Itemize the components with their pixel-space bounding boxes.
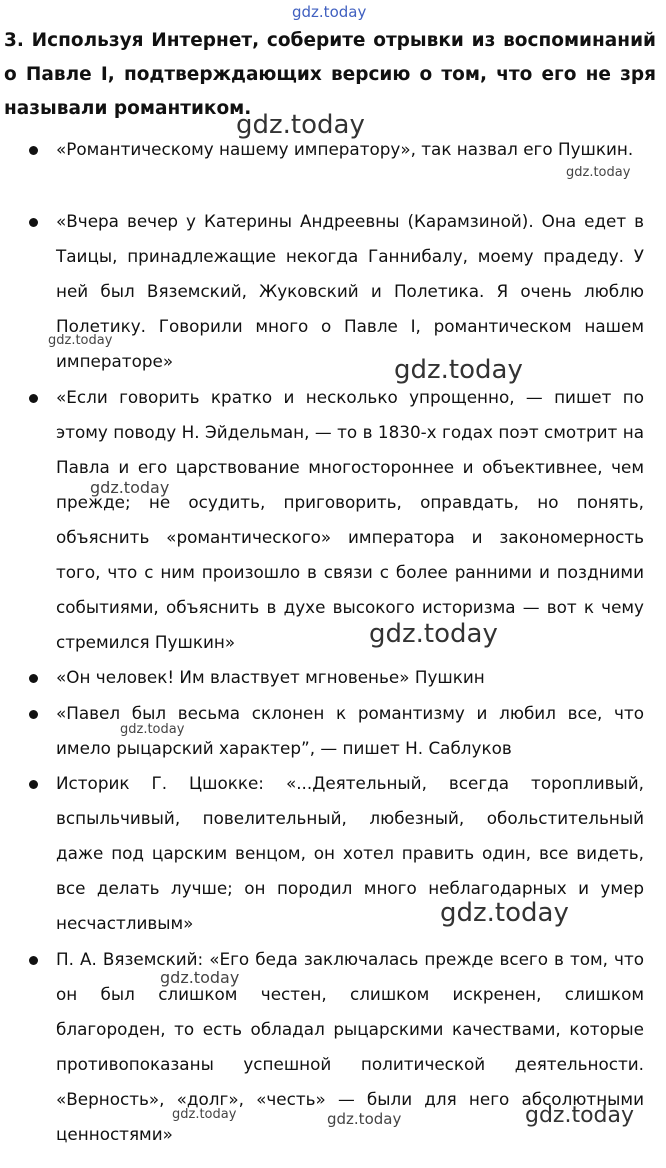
watermark: gdz.today (525, 1103, 635, 1128)
bullet-icon (29, 780, 38, 789)
watermark: gdz.today (172, 1107, 237, 1122)
bullet-icon (29, 956, 38, 965)
watermark-top: gdz.today (292, 3, 367, 21)
watermark: gdz.today (90, 478, 170, 497)
bullet-icon (29, 674, 38, 683)
item-text: «Вчера вечер у Катерины Андреевны (Карамзиной). Она едет в Таицы, принадлежащие некогда Ганнибалу, моему прадеду. У ней был Вяземский, Жуковский и Полетика. Я очень люблю Полетику. Говорили много о Павле I, романтическом нашем императоре» (56, 211, 644, 371)
watermark: gdz.today (120, 722, 185, 737)
bullet-icon (29, 146, 38, 155)
item-text: Историк Г. Цшокке: «...Деятельный, всегда торопливый, вспыльчивый, повелительный, любезный, обольстительный даже под царским венцом, он хотел править один, все видеть, все делать лучше; он породил много неблагодарных и умер несчастливым» (56, 773, 644, 933)
bullet-icon (29, 218, 38, 227)
item-text: «Он человек! Им властвует мгновенье» Пушкин (56, 667, 485, 687)
item-text: «Если говорить кратко и несколько упрощенно, — пишет по этому поводу Н. Эйдельман, — то в 1830-х годах поэт смотрит на Павла и его царствование многостороннее и объективнее, чем прежде; не осудить, приговорить, оправдать, но понять, объяснить «романтического» императора и закономерность того, что с ним произошло в связи с более ранними и поздними событиями, объяснить в духе высокого историзма — вот к чему стремился Пушкин» (56, 387, 644, 652)
item-text: «Романтическому нашему императору», так назвал его Пушкин. (56, 139, 634, 159)
bullet-icon (29, 394, 38, 403)
watermark: gdz.today (236, 110, 365, 140)
watermark: gdz.today (394, 355, 523, 385)
watermark: gdz.today (566, 165, 631, 180)
watermark: gdz.today (327, 1110, 402, 1128)
watermark: gdz.today (369, 619, 498, 649)
watermark: gdz.today (160, 968, 240, 987)
watermark: gdz.today (48, 333, 113, 348)
item-text: «Павел был весьма склонен к романтизму и любил все, что имело рыцарский характер”, — пишет Н. Саблуков (56, 703, 644, 758)
task-heading: 3. Используя Интернет, соберите отрывки из воспоминаний о Павле I, подтверждающих версию о том, что его не зря называли романтиком. (4, 30, 656, 119)
bullet-icon (29, 710, 38, 719)
watermark: gdz.today (440, 898, 569, 928)
item-text: П. А. Вяземский: «Его беда заключалась прежде всего в том, что он был слишком честен, слишком искренен, слишком благороден, то есть обладал рыцарскими качествами, которые противопоказаны успешной политической деятельности. «Верность», «долг», «честь» — были для него абсолютными ценностями» (56, 949, 644, 1144)
